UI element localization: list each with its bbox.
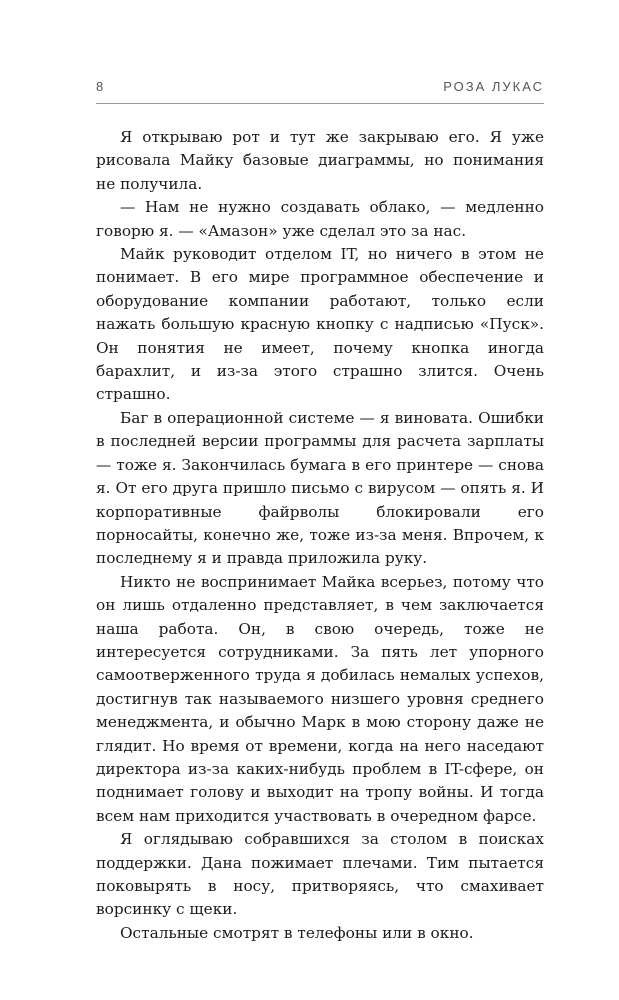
running-title: РОЗА ЛУКАС [443,79,544,94]
paragraph: — Нам не нужно создавать облако, — медленно говорю я. — «Амазон» уже сделал это за нас. [96,198,544,240]
paragraph: Никто не воспринимает Майка всерьез, потому что он лишь отдаленно представляет, в чем заключается наша работа. Он, в свою очередь, тоже не интересуется сотрудниками. За пять лет упорного самоотверженного труда я добилась немалых успехов, достигнув так называемого низшего уровня среднего менеджмента, и обычно Марк в мою сторону даже не глядит. Но время от времени, когда на него наседают директора из-за каких-нибудь проблем в IT-сфере, он поднимает голову и выходит на тропу войны. И тогда всем нам приходится участвовать в очередном фарсе. [96,572,544,825]
paragraph: Баг в операционной системе — я виновата. Ошибки в последней версии программы для расчета зарплаты — тоже я. Закончилась бумага в его принтере — снова я. От его друга пришло письмо с вирусом — опять я. И корпоративные файрволы блокировали его порносайты, конечно же, тоже из-за меня. Впрочем, к последнему я и правда приложила руку. [96,408,544,568]
paragraph: Я оглядываю собравшихся за столом в поисках поддержки. Дана пожимает плечами. Тим пытается поковырять в носу, притворяясь, что смахивает ворсинку с щеки. [96,830,544,919]
page-header [96,79,544,103]
paragraph: Остальные смотрят в телефоны или в окно. [120,923,474,942]
page-number: 8 [96,79,104,94]
body-text [96,126,544,945]
paragraph: Я открываю рот и тут же закрываю его. Я уже рисовала Майку базовые диаграммы, но понимания не получила. [96,128,544,193]
header-rule [96,103,544,104]
paragraph: Майк руководит отделом IT, но ничего в этом не понимает. В его мире программное обеспечение и оборудование компании работают, только если нажать большую красную кнопку с надписью «Пуск». Он понятия не имеет, почему кнопка иногда барахлит, и из-за этого страшно злится. Очень страшно. [96,245,544,404]
